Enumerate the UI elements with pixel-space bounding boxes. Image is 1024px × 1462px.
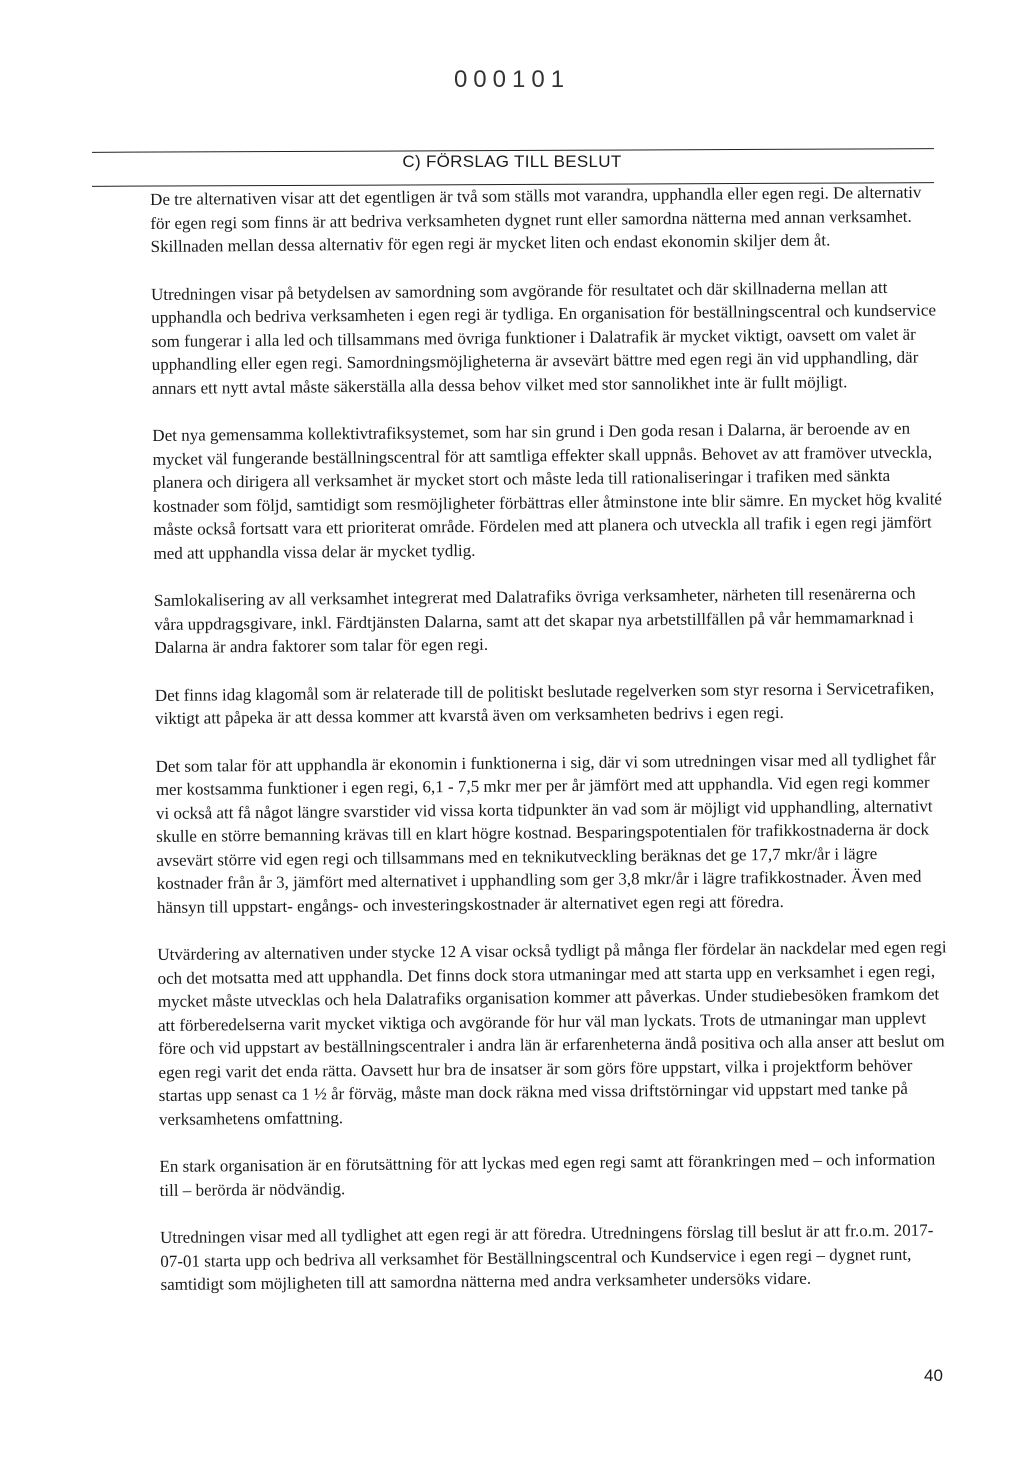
paragraph-3: Det nya gemensamma kollektivtrafiksystemet, som har sin grund i Den goda resan i Dalarna, är beroende av en mycket väl fungerande beställningscentral för att samtliga effekter skall uppnås. Behovet av att framöver utveckla, planera och dirigera all verksamhet är mycket stort och måste leda till rationaliseringar i trafiken med sänkta kostnader som följd, samtidigt som resmöjligheter förbättras eller åtminstone inte blir sämre. En mycket hög kvalité måste också fortsatt vara ett prioriterat område. Fördelen med att planera och utveckla all trafik i egen regi jämfört med att upphandla vissa delar är mycket tydlig. — [152, 418, 943, 563]
paragraph-8: En stark organisation är en förutsättning för att lyckas med egen regi samt att förankringen med – och information till – berörda är nödvändig. — [159, 1149, 936, 1200]
document-body — [150, 180, 951, 1320]
paragraph-1: De tre alternativen visar att det egentligen är två som ställs mot varandra, upphandla eller egen regi. De alternativ för egen regi som finns är att bedriva verksamheten dygnet runt eller samordna nätterna med annan verksamhet. Skillnaden mellan dessa alternativ för egen regi är mycket liten och endast ekonomin skiljer dem åt. — [150, 182, 922, 256]
paragraph-2: Utredningen visar på betydelsen av samordning som avgörande för resultatet och där skillnaderna mellan att upphandla och bedriva verksamheten i egen regi är tydliga. En organisation för beställningscentral och kundservice som fungerar i alla led och tillsammans med övriga funktioner i Dalatrafik är mycket viktigt, oavsett om valet är upphandling eller egen regi. Samordningsmöjligheterna är avsevärt bättre med egen regi än vid upphandling, där annars ett nytt avtal måste säkerställa alla dessa behov vilket med stor sannolikhet inte är fullt möjligt. — [150, 277, 937, 398]
section-title: C) FÖRSLAG TILL BESLUT — [402, 152, 622, 171]
paragraph-7: Utvärdering av alternativen under stycke 12 A visar också tydligt på många fler fördelar än nackdelar med egen regi och det motsatta med att upphandla. Det finns dock stora utmaningar med att starta upp en verksamhet i egen regi, mycket måste utvecklas och hela Dalatrafiks organisation kommer att påverkas. Under studiebesöken framkom det att förberedelserna varit mycket viktiga och avgörande för hur väl man lyckats. Trots de utmaningar man upplevt före och vid uppstart av beställningscentraler i andra län är erfarenheterna ändå positiva och alla anser att beslut om egen regi varit det enda rätta. Oavsett hur bra de insatser är som görs före uppstart, vilka i projektform behöver startas upp senast ca 1 ½ år förväg, måste man dock räkna med vissa driftstörningar vid uppstart med tanke på verksamhetens omfattning. — [157, 937, 947, 1129]
page-number: 40 — [924, 1366, 943, 1385]
paragraph-4: Samlokalisering av all verksamhet integrerat med Dalatrafiks övriga verksamheter, närheten till resenärerna och våra uppdragsgivare, inkl. Färdtjänsten Dalarna, samt att det skapar nya arbetstillfällen på vår hemmamarknad i Dalarna är andra faktorer som talar för egen regi. — [153, 583, 916, 657]
document-stamp-number: 000101 — [453, 66, 571, 93]
paragraph-5: Det finns idag klagomål som är relaterade till de politiskt beslutade regelverken som styr resorna i Servicetrafiken, viktigt att påpeka är att dessa kommer att kvarstå även om verksamheten bedrivs i egen regi. — [154, 677, 935, 728]
paragraph-9: Utredningen visar med all tydlighet att egen regi är att föredra. Utredningens förslag till beslut är att fr.o.m. 2017-07-01 starta upp och bedriva all verksamhet för Beställningscentral och Kundservice i egen regi – dygnet runt, samtidigt som möjligheten till att samordna nätterna med andra verksamheter undersöks vidare. — [159, 1220, 934, 1294]
paragraph-6: Det som talar för att upphandla är ekonomin i funktionerna i sig, där vi som utredningen visar med all tydlighet får mer kostsamma funktioner i egen regi, 6,1 - 7,5 mkr mer per år jämfört med att upphandla. Vid egen regi kommer vi också att få något längre svarstider vid vissa korta tidpunkter än vad som är möjligt vid upphandling, alternativt skulle en större bemanning krävas till en klart högre kostnad. Besparingspotentialen för trafikkostnaderna är dock avsevärt större vid egen regi och tillsammans med en teknikutveckling beräknas det ge 17,7 mkr/år i lägre kostnader från år 3, jämfört med alternativet i upphandling som ger 3,8 mkr/år i lägre trafikkostnader. Även med hänsyn till uppstart- engångs- och investeringskostnader är alternativet egen regi att föredra. — [155, 748, 936, 917]
